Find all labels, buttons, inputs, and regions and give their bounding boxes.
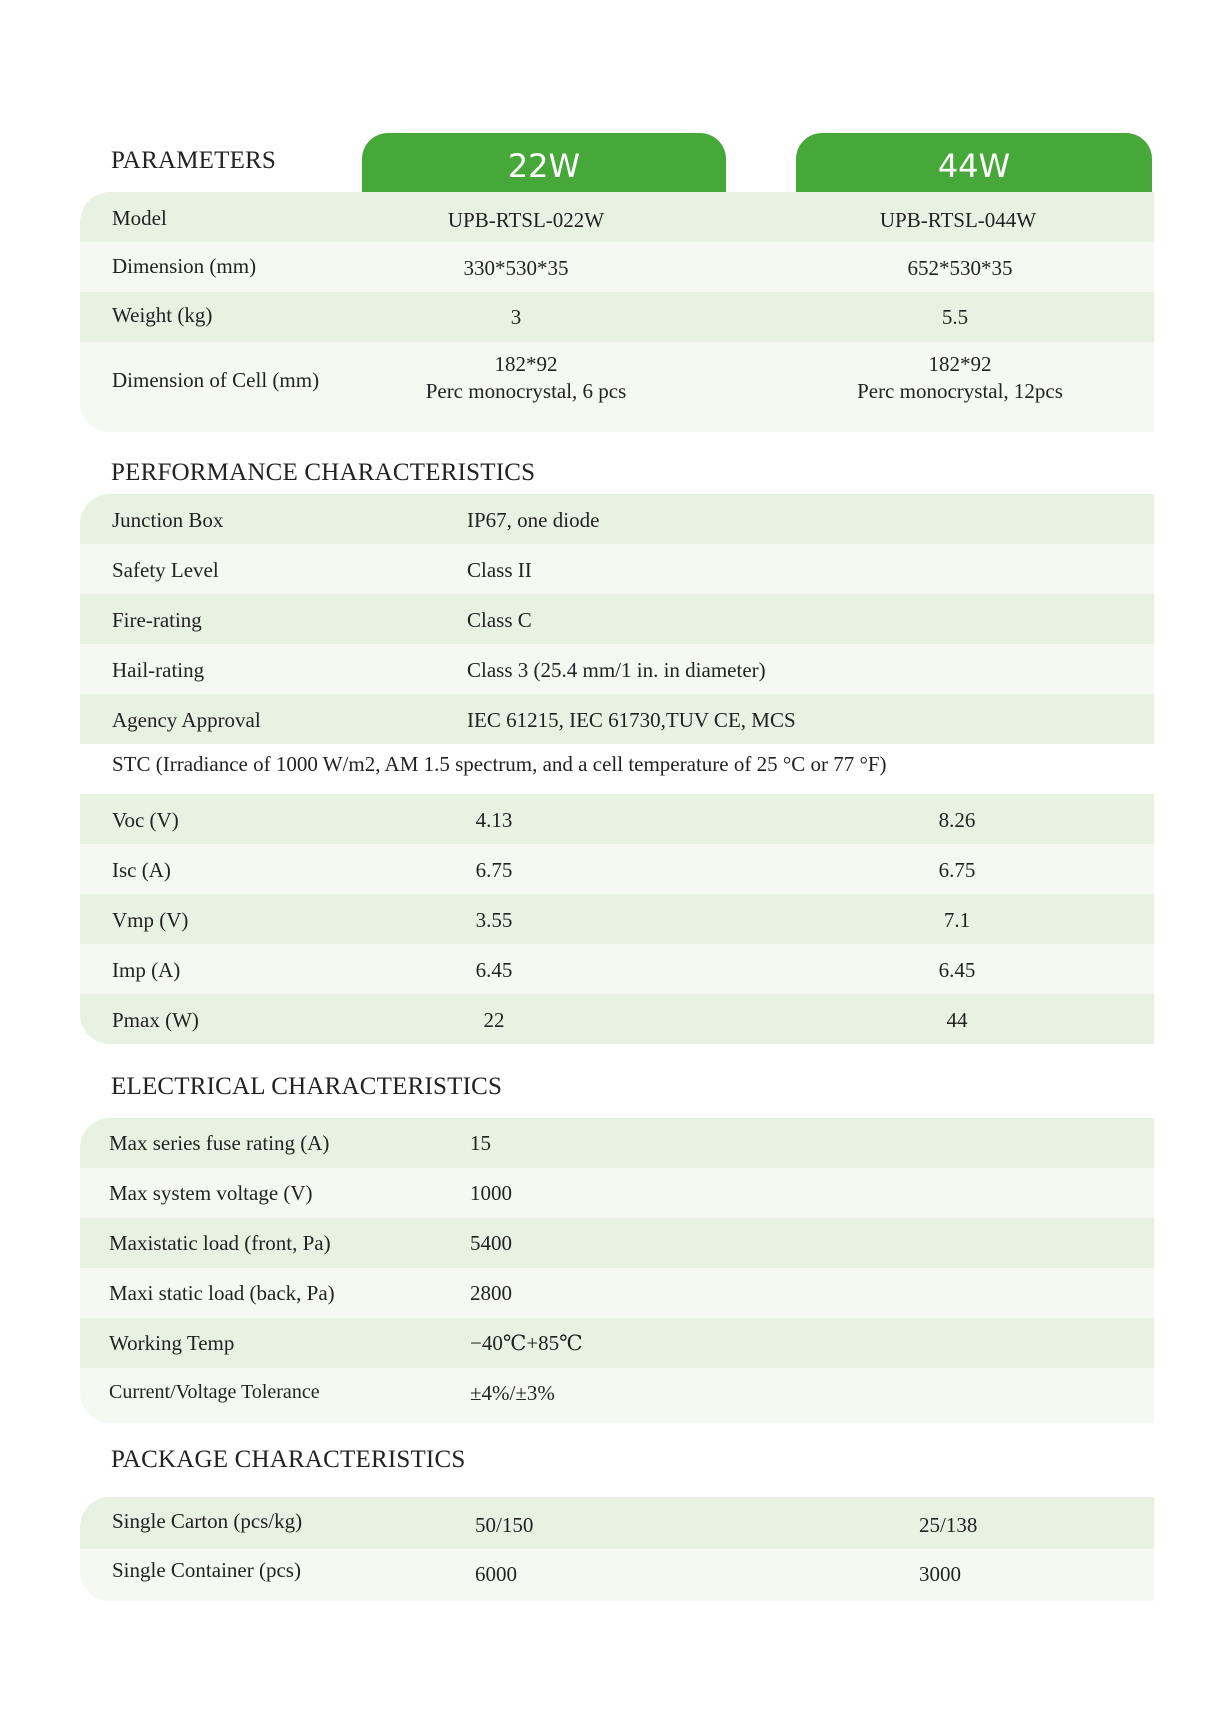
cell-size: 182*92 <box>928 352 992 376</box>
table-row <box>80 1368 1154 1423</box>
table-row <box>80 192 1154 242</box>
table-row <box>80 994 1154 1044</box>
row-value: −40℃+85℃ <box>470 1331 583 1355</box>
tab-44w[interactable]: 44W <box>796 133 1152 192</box>
value-22w: 3.55 <box>475 908 513 932</box>
cell-size: 182*92 <box>494 352 558 376</box>
row-label: Single Carton (pcs/kg) <box>112 1509 303 1533</box>
value-44w: 6.45 <box>938 958 976 982</box>
row-label: Model <box>112 206 167 230</box>
row-label: Pmax (W) <box>112 1008 199 1032</box>
table-row <box>80 1268 1154 1318</box>
row-value: IEC 61215, IEC 61730,TUV CE, MCS <box>467 708 796 732</box>
performance-heading: PERFORMANCE CHARACTERISTICS <box>111 459 536 486</box>
row-label: Current/Voltage Tolerance <box>109 1381 320 1403</box>
row-label: Agency Approval <box>112 708 261 732</box>
package-heading: PACKAGE CHARACTERISTICS <box>111 1446 466 1473</box>
value-22w <box>426 351 627 405</box>
performance-table <box>80 494 1154 1044</box>
cell-type: Perc monocrystal, 12pcs <box>857 379 1063 403</box>
table-row <box>80 292 1154 342</box>
table-row <box>80 594 1154 644</box>
row-value: 15 <box>470 1131 491 1155</box>
value-44w: 7.1 <box>943 908 971 932</box>
table-row <box>80 242 1154 292</box>
electrical-heading: ELECTRICAL CHARACTERISTICS <box>111 1073 503 1100</box>
stc-note-row <box>80 744 1154 794</box>
table-row <box>80 342 1154 432</box>
row-label: Imp (A) <box>112 958 181 982</box>
table-row <box>80 1118 1154 1168</box>
value-44w: 652*530*35 <box>907 256 1013 280</box>
table-row <box>80 544 1154 594</box>
value-22w: 3 <box>510 305 522 329</box>
row-label: Single Container (pcs) <box>112 1558 301 1582</box>
row-value: ±4%/±3% <box>470 1381 555 1405</box>
value-22w: 50/150 <box>475 1513 534 1537</box>
value-44w: UPB-RTSL-044W <box>879 208 1037 232</box>
row-value: 5400 <box>470 1231 512 1255</box>
value-44w: 6.75 <box>938 858 976 882</box>
value-44w: 44 <box>946 1008 968 1032</box>
row-label: Dimension (mm) <box>112 254 257 278</box>
table-row <box>80 1168 1154 1218</box>
row-label: Vmp (V) <box>112 908 189 932</box>
table-row <box>80 1549 1154 1601</box>
table-row <box>80 494 1154 544</box>
table-row <box>80 1318 1154 1368</box>
value-22w: 22 <box>483 1008 505 1032</box>
value-44w <box>857 351 1063 405</box>
row-label: Voc (V) <box>112 808 179 832</box>
value-22w: 6.45 <box>475 958 513 982</box>
stc-note: STC (Irradiance of 1000 W/m2, AM 1.5 spectrum, and a cell temperature of 25 °C or 77 °F) <box>112 752 887 776</box>
table-row <box>80 694 1154 744</box>
parameters-heading: PARAMETERS <box>111 147 277 174</box>
value-44w: 25/138 <box>919 1513 978 1537</box>
value-22w: 6.75 <box>475 858 513 882</box>
row-label: Hail-rating <box>112 658 205 682</box>
row-label: Isc (A) <box>112 858 171 882</box>
row-label: Maxi static load (back, Pa) <box>109 1281 335 1305</box>
table-row <box>80 844 1154 894</box>
row-label: Maxistatic load (front, Pa) <box>109 1231 331 1255</box>
table-row <box>80 1497 1154 1549</box>
value-22w: 4.13 <box>475 808 513 832</box>
row-value: Class II <box>467 558 532 582</box>
row-value: Class 3 (25.4 mm/1 in. in diameter) <box>467 658 766 682</box>
cell-type: Perc monocrystal, 6 pcs <box>425 379 627 403</box>
row-label: Max system voltage (V) <box>109 1181 313 1205</box>
row-label: Weight (kg) <box>112 303 213 327</box>
package-table <box>80 1497 1154 1601</box>
row-value: IP67, one diode <box>467 508 600 532</box>
table-row <box>80 1218 1154 1268</box>
row-label: Dimension of Cell (mm) <box>112 368 320 392</box>
row-value: 2800 <box>470 1281 512 1305</box>
table-row <box>80 644 1154 694</box>
row-label: Max series fuse rating (A) <box>109 1131 330 1155</box>
value-44w: 5.5 <box>941 305 969 329</box>
row-value: Class C <box>467 608 532 632</box>
row-label: Safety Level <box>112 558 219 582</box>
parameters-table <box>80 192 1154 432</box>
table-row <box>80 944 1154 994</box>
value-44w: 8.26 <box>938 808 976 832</box>
row-label: Fire-rating <box>112 608 202 632</box>
table-row <box>80 794 1154 844</box>
electrical-table <box>80 1118 1154 1423</box>
value-44w: 3000 <box>919 1562 961 1586</box>
value-22w: 330*530*35 <box>463 256 569 280</box>
value-22w: 6000 <box>475 1562 517 1586</box>
table-row <box>80 894 1154 944</box>
value-22w: UPB-RTSL-022W <box>447 208 605 232</box>
row-value: 1000 <box>470 1181 512 1205</box>
row-label: Junction Box <box>112 508 224 532</box>
row-label: Working Temp <box>109 1331 235 1355</box>
tab-22w[interactable]: 22W <box>362 133 726 192</box>
